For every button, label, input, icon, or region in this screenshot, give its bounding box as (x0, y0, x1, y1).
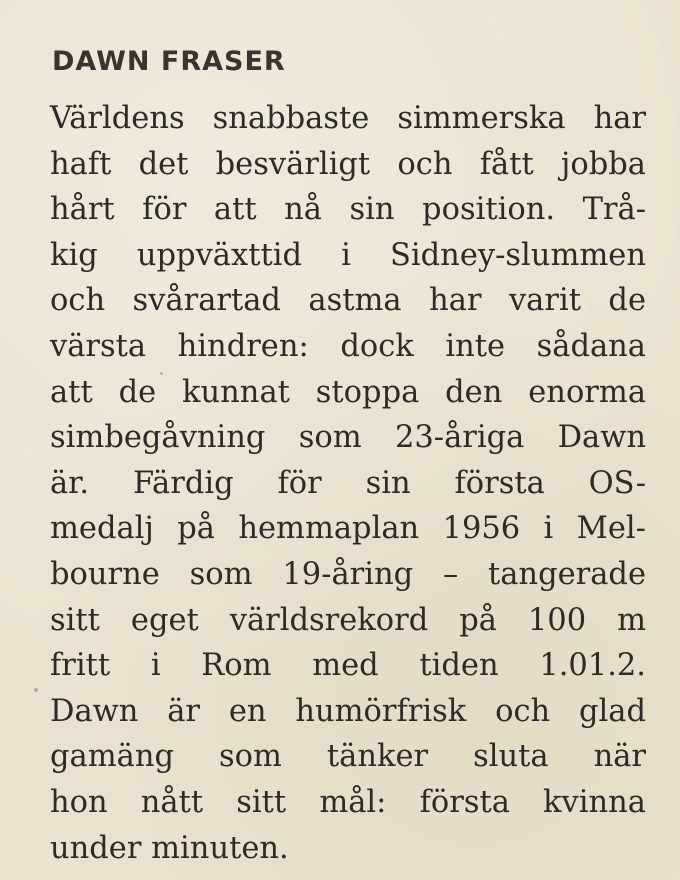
article-line: haft det besvärligt och fått jobba (50, 146, 646, 182)
article-line: att de kunnat stoppa den enorma (50, 374, 646, 410)
paper-speck (34, 688, 38, 692)
article-heading: DAWN FRASER (52, 46, 286, 77)
article-line: under minuten. (50, 830, 289, 866)
article-line: sitt eget världsrekord på 100 m (50, 602, 646, 638)
article-line: värsta hindren: dock inte sådana (50, 328, 646, 364)
article-line: gamäng som tänker sluta när (50, 739, 646, 775)
article-body (50, 96, 646, 871)
article-line: simbegåvning som 23-åriga Dawn (50, 420, 646, 456)
article-line: kig uppväxttid i Sidney-slummen (50, 237, 646, 273)
article-line: hårt för att nå sin position. Trå- (50, 192, 646, 228)
article-line: Världens snabbaste simmerska har (50, 101, 646, 136)
article-line: och svårartad astma har varit de (50, 283, 646, 319)
article-line: Dawn är en humörfrisk och glad (50, 693, 646, 729)
article-line: är. Färdig för sin första OS- (50, 465, 646, 501)
article-line: medalj på hemmaplan 1956 i Mel- (50, 511, 646, 547)
article-line: bourne som 19-åring – tangerade (50, 556, 646, 592)
article-line: hon nått sitt mål: första kvinna (50, 784, 646, 820)
paper-speck (160, 372, 163, 375)
article-line: fritt i Rom med tiden 1.01.2. (50, 648, 646, 684)
